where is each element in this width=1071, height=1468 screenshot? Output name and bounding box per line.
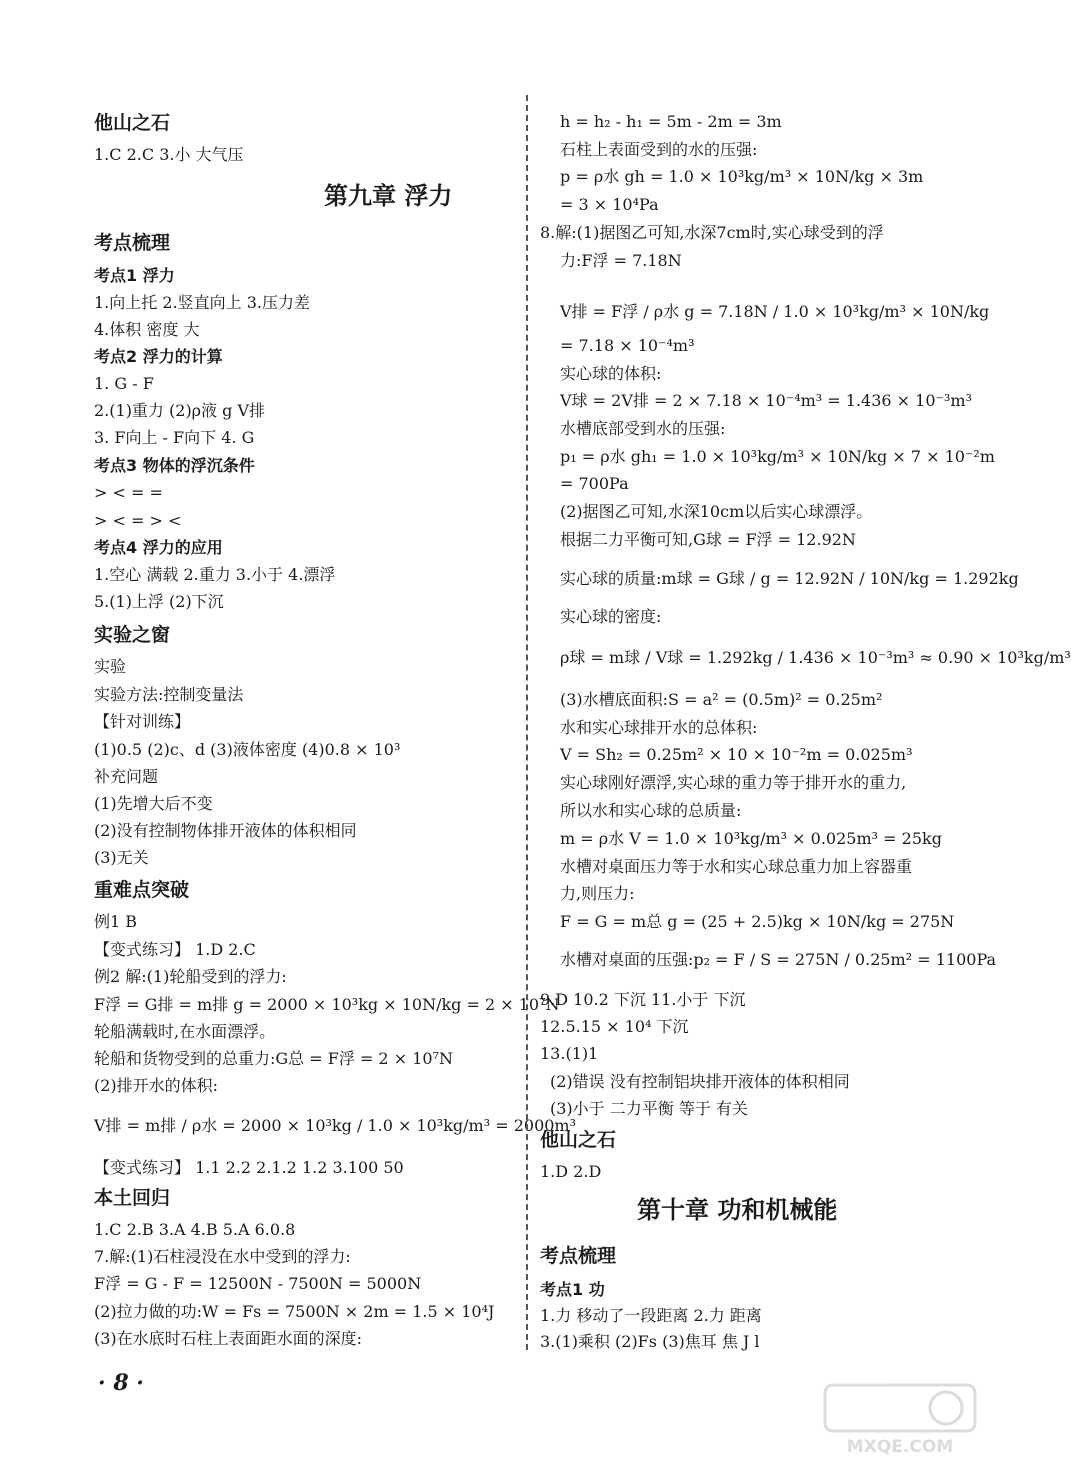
text-line: 1.力 移动了一段距离 2.力 距离	[540, 1306, 762, 1325]
text-line: V排 = F浮 / ρ水 g = 7.18N / 1.0 × 10³kg/m³ × 10N/kg	[560, 302, 990, 321]
text-line: 1.C 2.B 3.A 4.B 5.A 6.0.8	[94, 1220, 296, 1239]
text-line: 【变式练习】 1.D 2.C	[94, 940, 256, 959]
text-line: p₁ = ρ水 gh₁ = 1.0 × 10³kg/m³ × 10N/kg × 7 × 10⁻²m	[560, 447, 995, 466]
text-line: 12.5.15 × 10⁴ 下沉	[540, 1017, 689, 1036]
text-line: 补充问题	[94, 767, 159, 786]
section-heading: 重难点突破	[94, 879, 190, 901]
subsection-heading: 考点2 浮力的计算	[94, 347, 223, 366]
text-line: 2.(1)重力 (2)ρ液 g V排	[94, 401, 266, 420]
subsection-heading: 考点4 浮力的应用	[94, 538, 223, 557]
text-line: 4.体积 密度 大	[94, 320, 200, 339]
text-line: 9.D 10.2 下沉 11.小于 下沉	[540, 990, 746, 1009]
text-line: 力:F浮 = 7.18N	[560, 251, 682, 270]
text-line: 13.(1)1	[540, 1044, 599, 1063]
text-line: (3)水槽底面积:S = a² = (0.5m)² = 0.25m²	[560, 690, 883, 709]
text-line: (3)无关	[94, 848, 149, 867]
text-line: p = ρ水 gh = 1.0 × 10³kg/m³ × 10N/kg × 3m	[560, 167, 924, 186]
text-line: 实心球刚好漂浮,实心球的重力等于排开水的重力,	[560, 773, 907, 792]
text-line: 1.D 2.D	[540, 1162, 602, 1181]
text-line: V球 = 2V排 = 2 × 7.18 × 10⁻⁴m³ = 1.436 × 10⁻³m³	[560, 391, 972, 410]
text-line: 实心球的体积:	[560, 364, 662, 383]
text-line: 【变式练习】 1.1 2.2 2.1.2 1.2 3.100 50	[94, 1158, 404, 1177]
text-line: m = ρ水 V = 1.0 × 10³kg/m³ × 0.025m³ = 25kg	[560, 829, 942, 848]
text-line: F浮 = G排 = m排 g = 2000 × 10³kg × 10N/kg = 2 × 10⁷N	[94, 995, 560, 1014]
watermark-logo	[820, 1380, 980, 1460]
text-line: 1.向上托 2.竖直向上 3.压力差	[94, 293, 310, 312]
text-line: 3.(1)乘积 (2)Fs (3)焦耳 焦 J l	[540, 1332, 760, 1351]
text-line: V排 = m排 / ρ水 = 2000 × 10³kg / 1.0 × 10³kg/m³ = 2000m³	[94, 1116, 577, 1135]
section-heading: 本土回归	[94, 1187, 171, 1209]
text-line: 所以水和实心球的总质量:	[560, 801, 742, 820]
text-line: 7.解:(1)石柱浸没在水中受到的浮力:	[94, 1247, 351, 1266]
text-line: 轮船满载时,在水面漂浮。	[94, 1022, 276, 1041]
text-line: 轮船和货物受到的总重力:G总 = F浮 = 2 × 10⁷N	[94, 1049, 453, 1068]
text-line: 1.空心 满载 2.重力 3.小于 4.漂浮	[94, 565, 336, 584]
text-line: 例2 解:(1)轮船受到的浮力:	[94, 967, 287, 986]
page-number: · 8 ·	[98, 1370, 144, 1396]
text-line: 8.解:(1)据图乙可知,水深7cm时,实心球受到的浮	[540, 223, 884, 242]
text-line: 5.(1)上浮 (2)下沉	[94, 592, 224, 611]
section-heading: 考点梳理	[540, 1245, 617, 1267]
text-line: = 3 × 10⁴Pa	[560, 195, 659, 214]
watermark-text: MXQE.COM	[846, 1437, 954, 1457]
column-divider	[526, 95, 528, 1350]
text-line: 力,则压力:	[560, 884, 635, 903]
text-line: 1.C 2.C 3.小 大气压	[94, 145, 244, 164]
text-line: 水槽底部受到水的压强:	[560, 419, 726, 438]
section-heading: 考点梳理	[94, 232, 171, 254]
section-heading: 他山之石	[540, 1129, 617, 1151]
text-line: (3)小于 二力平衡 等于 有关	[550, 1099, 748, 1118]
text-line: = 7.18 × 10⁻⁴m³	[560, 336, 695, 355]
chapter-title: 第九章 浮力	[324, 181, 453, 210]
text-line: (2)拉力做的功:W = Fs = 7500N × 2m = 1.5 × 10⁴J	[94, 1302, 495, 1321]
text-line: (1)0.5 (2)c、d (3)液体密度 (4)0.8 × 10³	[94, 740, 401, 759]
text-line: V = Sh₂ = 0.25m² × 10 × 10⁻²m = 0.025m³	[560, 745, 913, 764]
subsection-heading: 考点1 浮力	[94, 266, 175, 285]
text-line: (2)据图乙可知,水深10cm以后实心球漂浮。	[560, 502, 873, 521]
text-line: 实验	[94, 657, 127, 676]
text-line: 3. F向上 - F向下 4. G	[94, 428, 255, 447]
text-line: F = G = m总 g = (25 + 2.5)kg × 10N/kg = 275N	[560, 912, 955, 931]
text-line: 1. G - F	[94, 374, 154, 393]
subsection-heading: 考点3 物体的浮沉条件	[94, 456, 255, 475]
section-heading: 他山之石	[94, 112, 171, 134]
text-line: (2)没有控制物体排开液体的体积相同	[94, 821, 357, 840]
text-line: (2)错误 没有控制铝块排开液体的体积相同	[550, 1072, 850, 1091]
text-line: 例1 B	[94, 912, 138, 931]
text-line: 根据二力平衡可知,G球 = F浮 = 12.92N	[560, 530, 856, 549]
text-line: > < = > <	[94, 511, 182, 530]
text-line: > < = =	[94, 483, 163, 502]
text-line: F浮 = G - F = 12500N - 7500N = 5000N	[94, 1274, 422, 1293]
text-line: (3)在水底时石柱上表面距水面的深度:	[94, 1329, 363, 1348]
text-line: h = h₂ - h₁ = 5m - 2m = 3m	[560, 112, 782, 131]
text-line: 【针对训练】	[94, 712, 191, 731]
text-line: (1)先增大后不变	[94, 794, 213, 813]
subsection-heading: 考点1 功	[540, 1280, 605, 1299]
text-line: 实心球的质量:m球 = G球 / g = 12.92N / 10N/kg = 1.292kg	[560, 569, 1019, 588]
text-line: 实心球的密度:	[560, 607, 662, 626]
text-line: 水和实心球排开水的总体积:	[560, 718, 758, 737]
text-line: 石柱上表面受到的水的压强:	[560, 140, 758, 159]
text-line: 水槽对桌面压力等于水和实心球总重力加上容器重	[560, 857, 913, 876]
text-line: 水槽对桌面的压强:p₂ = F / S = 275N / 0.25m² = 1100Pa	[560, 950, 997, 969]
text-line: 实验方法:控制变量法	[94, 685, 244, 704]
text-line: (2)排开水的体积:	[94, 1076, 219, 1095]
section-heading: 实验之窗	[94, 624, 171, 646]
text-line: = 700Pa	[560, 474, 629, 493]
text-line: ρ球 = m球 / V球 = 1.292kg / 1.436 × 10⁻³m³ ≈ 0.90 × 10³kg/m³	[560, 648, 1071, 667]
chapter-title: 第十章 功和机械能	[637, 1195, 838, 1224]
